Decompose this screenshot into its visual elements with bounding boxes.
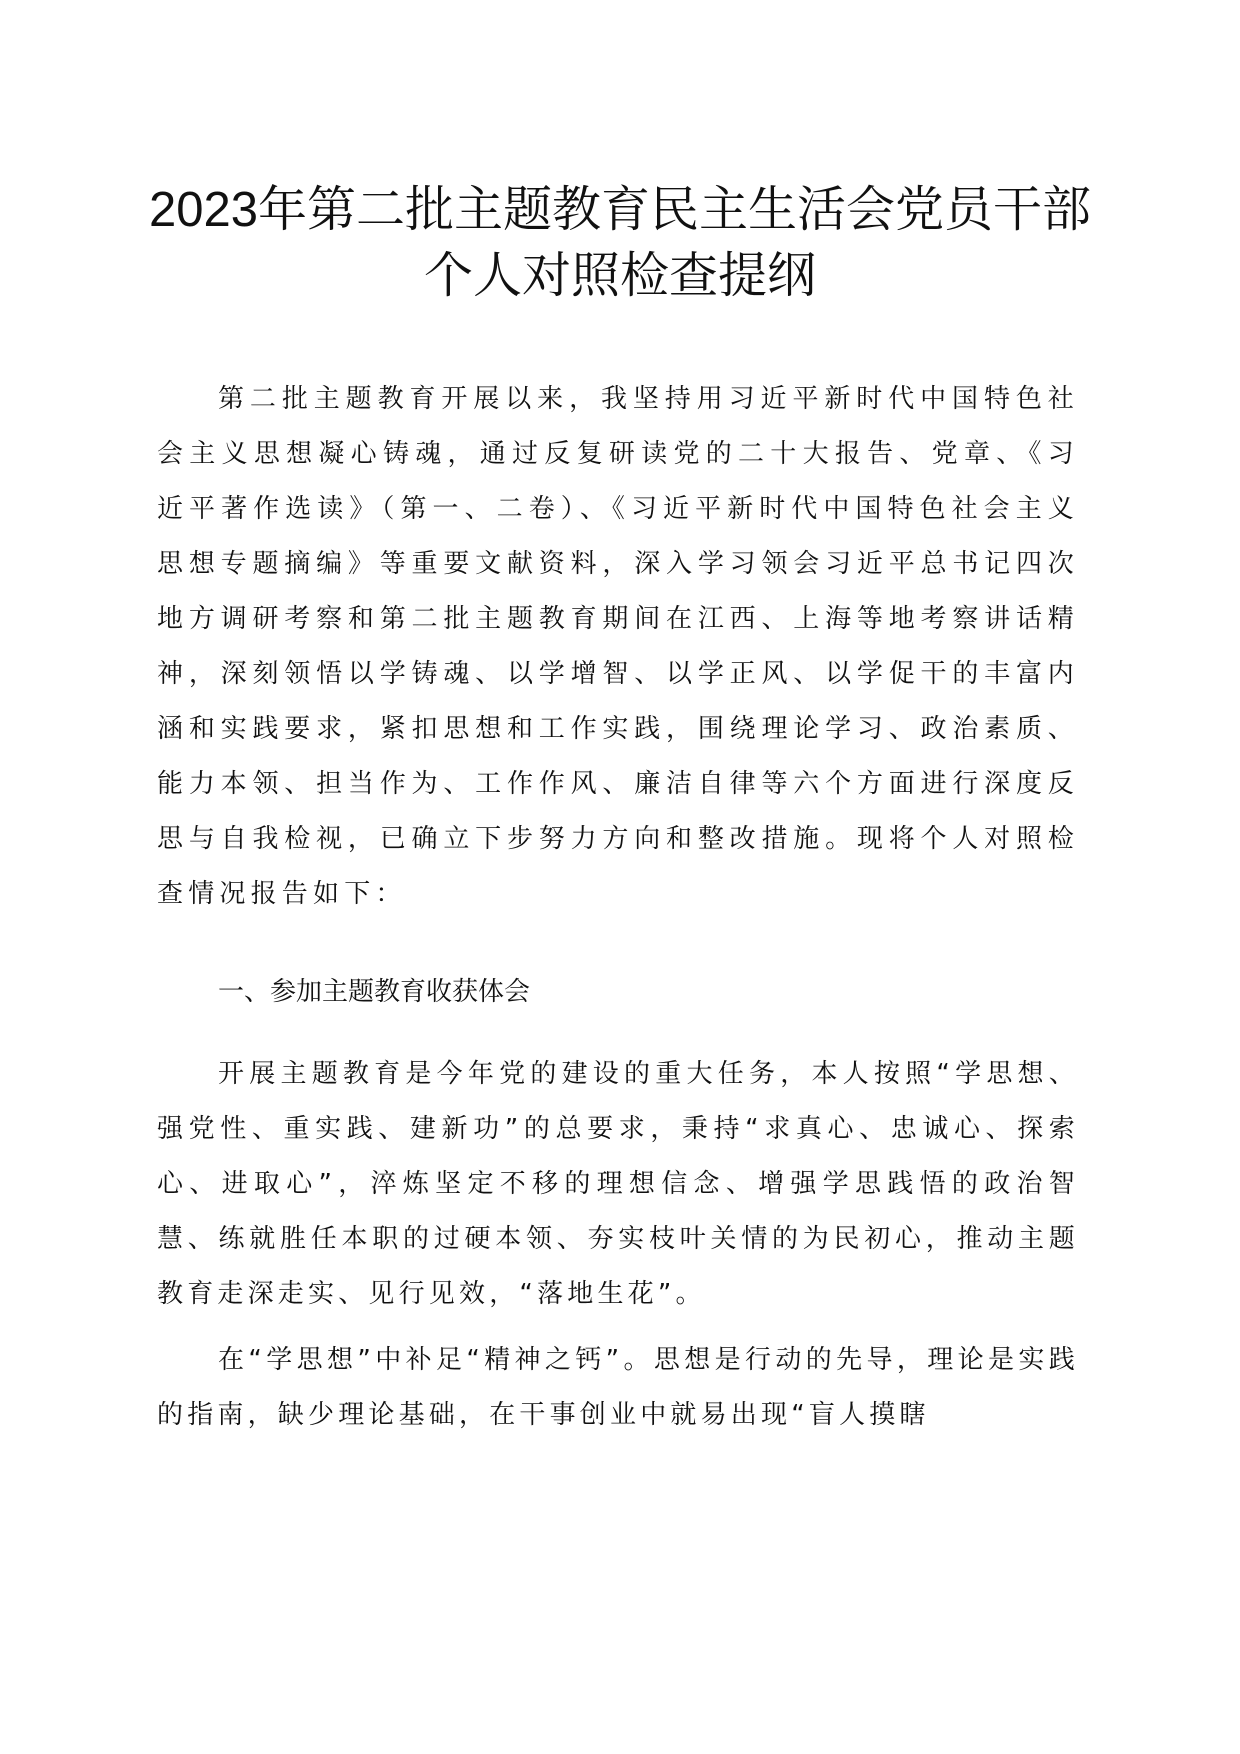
paragraph-intro: 第二批主题教育开展以来，我坚持用习近平新时代中国特色社会主义思想凝心铸魂，通过反复研读党的二十大报告、党章、《习近平著作选读》（第一、二卷）、《习近平新时代中国特色社会主义思想专题摘编》等重要文献资料，深入学习领会习近平总书记四次地方调研考察和第二批主题教育期间在江西、上海等地考察讲话精神，深刻领悟以学铸魂、以学增智、以学正风、以学促干的丰富内涵和实践要求，紧扣思想和工作实践，围绕理论学习、政治素质、能力本领、担当作为、工作作风、廉洁自律等六个方面进行深度反思与自我检视，已确立下步努力方向和整改措施。现将个人对照检查情况报告如下：	[157, 384, 1079, 909]
paragraph-study-thought: 在“学思想”中补足“精神之钙”。思想是行动的先导，理论是实践的指南，缺少理论基础，在干事创业中就易出现“盲人摸瞎	[157, 1345, 1079, 1430]
paragraph-section-1: 开展主题教育是今年党的建设的重大任务，本人按照“学思想、强党性、重实践、建新功”的总要求，秉持“求真心、忠诚心、探索心、进取心”，淬炼坚定不移的理想信念、增强学思践悟的政治智慧、练就胜任本职的过硬本领、夯实枝叶关情的为民初心，推动主题教育走深走实、见行见效，“落地生花”。	[157, 1059, 1079, 1309]
section-heading-1: 一、参加主题教育收获体会	[218, 977, 531, 1007]
document-title-line-1: 2023年第二批主题教育民主生活会党员干部	[148, 183, 1091, 237]
document-title-line-2: 个人对照检查提纲	[423, 249, 816, 303]
